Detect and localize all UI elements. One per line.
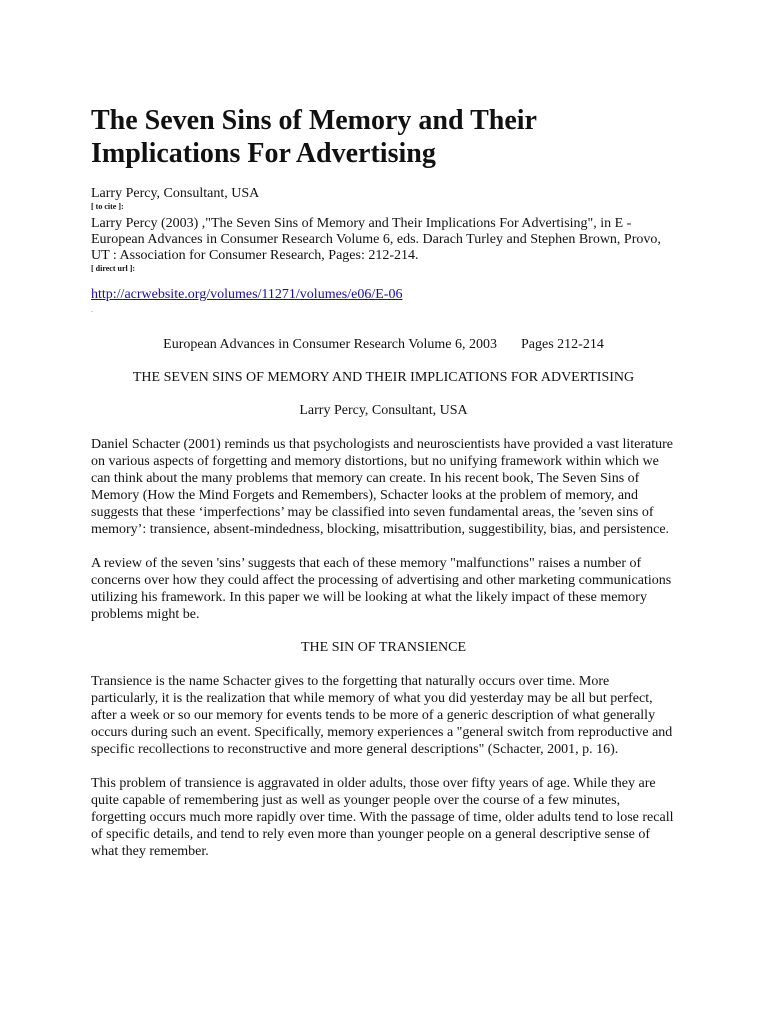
separator-dot: . — [91, 305, 93, 314]
paragraph-2: A review of the seven 'sins’ suggests that each of these memory "malfunctions" raises a number of concerns over how they could affect the processing of advertising and other marketing communications utilizing his framework. In this paper we will be looking at what the likely impact of these memory problems might be. — [91, 556, 672, 622]
citation-text: Larry Percy (2003) ,"The Seven Sins of Memory and Their Implications For Advertising", in E - European Advances in Consumer Research Volume 6, eds. Darach Turley and Stephen Brown, Provo, UT : Association for Consumer Research, Pages: 212-214. — [91, 216, 661, 263]
direct-url-link[interactable]: http://acrwebsite.org/volumes/11271/volumes/e06/E-06 — [91, 287, 403, 302]
title-line-2: Implications For Advertising — [91, 138, 436, 169]
article-byline: Larry Percy, Consultant, USA — [299, 403, 468, 418]
author-line: Larry Percy, Consultant, USA — [91, 186, 260, 201]
journal-name: European Advances in Consumer Research Volume 6, 2003 — [163, 337, 498, 352]
journal-pages: Pages 212-214 — [521, 337, 604, 352]
direct-url — [91, 287, 676, 303]
paragraph-3: Transience is the name Schacter gives to the forgetting that naturally occurs over time. More particularly, it is the realization that while memory of what you did yesterday may be all but perfect, after a week or so our memory for events tends to be more of a generic description of what generally occurs during such an event. Specifically, memory experiences a "general switch from reproductive and specific recollections to reconstructive and more general descriptions" (Schacter, 2001, p. 16). — [91, 674, 673, 757]
paragraph-4: This problem of transience is aggravated in older adults, those over fifty years of age. While they are quite capable of remembering just as well as younger people over the course of a few minutes, forgetting occurs much more rapidly over time. With the passage of time, older adults tend to lose recall of specific details, and tend to rely even more than younger people on a general descriptive sense of what they remember. — [91, 776, 674, 859]
section-heading-transience: THE SIN OF TRANSIENCE — [300, 640, 467, 655]
direct-url-tag: [ direct url ]: — [91, 264, 136, 273]
article-heading-uppercase: THE SEVEN SINS OF MEMORY AND THEIR IMPLICATIONS FOR ADVERTISING — [132, 370, 635, 385]
paragraph-1: Daniel Schacter (2001) reminds us that psychologists and neuroscientists have provided a vast literature on various aspects of forgetting and memory distortions, but no unifying framework within which we can think about the many problems that memory can create. In his recent book, The Seven Sins of Memory (How the Mind Forgets and Remembers), Schacter looks at the problem of memory, and suggests that these ‘imperfections’ may be classified into seven fundamental areas, the 'seven sins of memory’: transience, absent-mindedness, blocking, misattribution, suggestibility, bias, and persistence. — [91, 437, 674, 537]
article-title — [91, 104, 676, 170]
title-line-1: The Seven Sins of Memory and Their — [91, 105, 537, 136]
document-page — [91, 104, 676, 860]
to-cite-tag: [ to cite ]: — [91, 202, 124, 211]
journal-line — [91, 337, 676, 353]
